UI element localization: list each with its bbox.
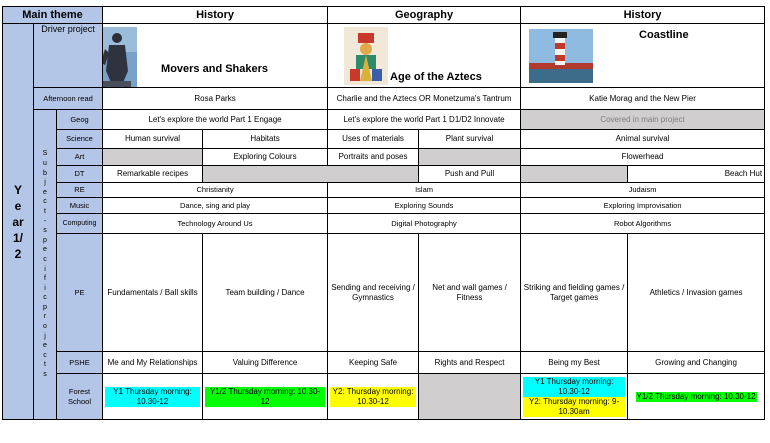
pshe-row xyxy=(3,352,765,374)
forest-a-highlight: Y1 Thursday morning: 10.30-12 xyxy=(105,387,200,407)
computing-1: Technology Around Us xyxy=(103,214,328,234)
subject-specific-label: S u b j e c t - s p e c i f i c p r o j e c t s xyxy=(34,110,57,420)
pshe-e: Being my Best xyxy=(521,352,628,374)
science-d: Plant survival xyxy=(419,130,521,149)
dt-c: Beach Hut xyxy=(628,166,765,183)
forest-e2-highlight: Y2: Thursday morning: 9-10.30am xyxy=(523,397,625,417)
computing-label: Computing xyxy=(57,214,103,234)
re-3: Judaism xyxy=(521,183,765,198)
geog-row xyxy=(3,110,765,130)
year-label: Y e ar 1/ 2 xyxy=(3,24,34,420)
pe-row xyxy=(3,234,765,352)
pe-d: Net and wall games / Fitness xyxy=(419,234,521,352)
history-header-2: History xyxy=(521,7,765,24)
music-3: Exploring Improvisation xyxy=(521,198,765,214)
pshe-label: PSHE xyxy=(57,352,103,374)
re-2: Islam xyxy=(328,183,521,198)
re-1: Christianity xyxy=(103,183,328,198)
art-c: Flowerhead xyxy=(521,149,765,166)
forest-a xyxy=(103,374,203,420)
pe-a: Fundamentals / Ball skills xyxy=(103,234,203,352)
dt-row xyxy=(3,166,765,183)
geog-1: Let's explore the world Part 1 Engage xyxy=(103,110,328,130)
main-theme-header: Main theme xyxy=(3,7,103,24)
driver-cell-1 xyxy=(103,24,328,88)
forest-e xyxy=(521,374,628,420)
art-b: Portraits and poses xyxy=(328,149,419,166)
dt-a: Remarkable recipes xyxy=(103,166,203,183)
art-row xyxy=(3,149,765,166)
art-label: Art xyxy=(57,149,103,166)
afternoon-read-label: Afternoon read xyxy=(34,88,103,110)
pshe-c: Keeping Safe xyxy=(328,352,419,374)
forest-e1-highlight: Y1 Thursday morning: 10.30-12 xyxy=(523,377,625,397)
pe-f: Athletics / Invasion games xyxy=(628,234,765,352)
afternoon-row xyxy=(3,88,765,110)
forest-c xyxy=(328,374,419,420)
music-label: Music xyxy=(57,198,103,214)
forest-c-highlight: Y2: Thursday morning: 10.30-12 xyxy=(330,387,416,407)
pe-label: PE xyxy=(57,234,103,352)
pe-c: Sending and receiving / Gymnastics xyxy=(328,234,419,352)
science-a: Human survival xyxy=(103,130,203,149)
pshe-d: Rights and Respect xyxy=(419,352,521,374)
music-row xyxy=(3,198,765,214)
driver-cell-3 xyxy=(521,24,765,88)
forest-b-highlight: Y1/2 Thursday morning: 10.30-12 xyxy=(205,387,325,407)
forest-row xyxy=(3,374,765,420)
computing-row xyxy=(3,214,765,234)
science-b: Habitats xyxy=(203,130,328,149)
curriculum-table xyxy=(2,6,765,420)
science-row xyxy=(3,130,765,149)
music-2: Exploring Sounds xyxy=(328,198,521,214)
project-title-1: Movers and Shakers xyxy=(161,63,269,75)
project-title-2: Age of the Aztecs xyxy=(390,70,482,83)
science-c: Uses of materials xyxy=(328,130,419,149)
history-header-1: History xyxy=(103,7,328,24)
science-e: Animal survival xyxy=(521,130,765,149)
art-a: Exploring Colours xyxy=(203,149,328,166)
dt-label: DT xyxy=(57,166,103,183)
forest-d-empty xyxy=(419,374,521,420)
driver-row xyxy=(3,24,765,88)
pshe-b: Valuing Difference xyxy=(203,352,328,374)
computing-3: Robot Algorithms xyxy=(521,214,765,234)
geog-label: Geog xyxy=(57,110,103,130)
geog-3: Covered in main project xyxy=(521,110,765,130)
forest-school-label: Forest School xyxy=(57,374,103,420)
driver-cell-2 xyxy=(328,24,521,88)
pshe-a: Me and My Relationships xyxy=(103,352,203,374)
forest-f-highlight: Y1/2 Thursday morning: 10.30-12 xyxy=(636,391,756,401)
afternoon-read-3: Katie Morag and the New Pier xyxy=(521,88,765,110)
header-row xyxy=(3,7,765,24)
pe-b: Team building / Dance xyxy=(203,234,328,352)
aztec-image xyxy=(344,27,388,85)
afternoon-read-1: Rosa Parks xyxy=(103,88,328,110)
geography-header: Geography xyxy=(328,7,521,24)
computing-2: Digital Photography xyxy=(328,214,521,234)
geog-2: Let's explore the world Part 1 D1/D2 Innovate xyxy=(328,110,521,130)
dt-empty-2 xyxy=(521,166,628,183)
project-title-3: Coastline xyxy=(639,28,689,41)
re-row xyxy=(3,183,765,198)
driver-project-label: Driver project xyxy=(34,24,103,88)
re-label: RE xyxy=(57,183,103,198)
art-empty-2 xyxy=(419,149,521,166)
lighthouse-image xyxy=(529,29,593,83)
science-label: Science xyxy=(57,130,103,149)
pshe-f: Growing and Changing xyxy=(628,352,765,374)
statue-image xyxy=(103,27,138,87)
pe-e: Striking and fielding games / Target games xyxy=(521,234,628,352)
forest-f xyxy=(628,374,765,420)
dt-b: Push and Pull xyxy=(419,166,521,183)
afternoon-read-2: Charlie and the Aztecs OR Monetzuma's Tantrum xyxy=(328,88,521,110)
forest-b xyxy=(203,374,328,420)
dt-empty-1 xyxy=(203,166,419,183)
art-empty-1 xyxy=(103,149,203,166)
music-1: Dance, sing and play xyxy=(103,198,328,214)
